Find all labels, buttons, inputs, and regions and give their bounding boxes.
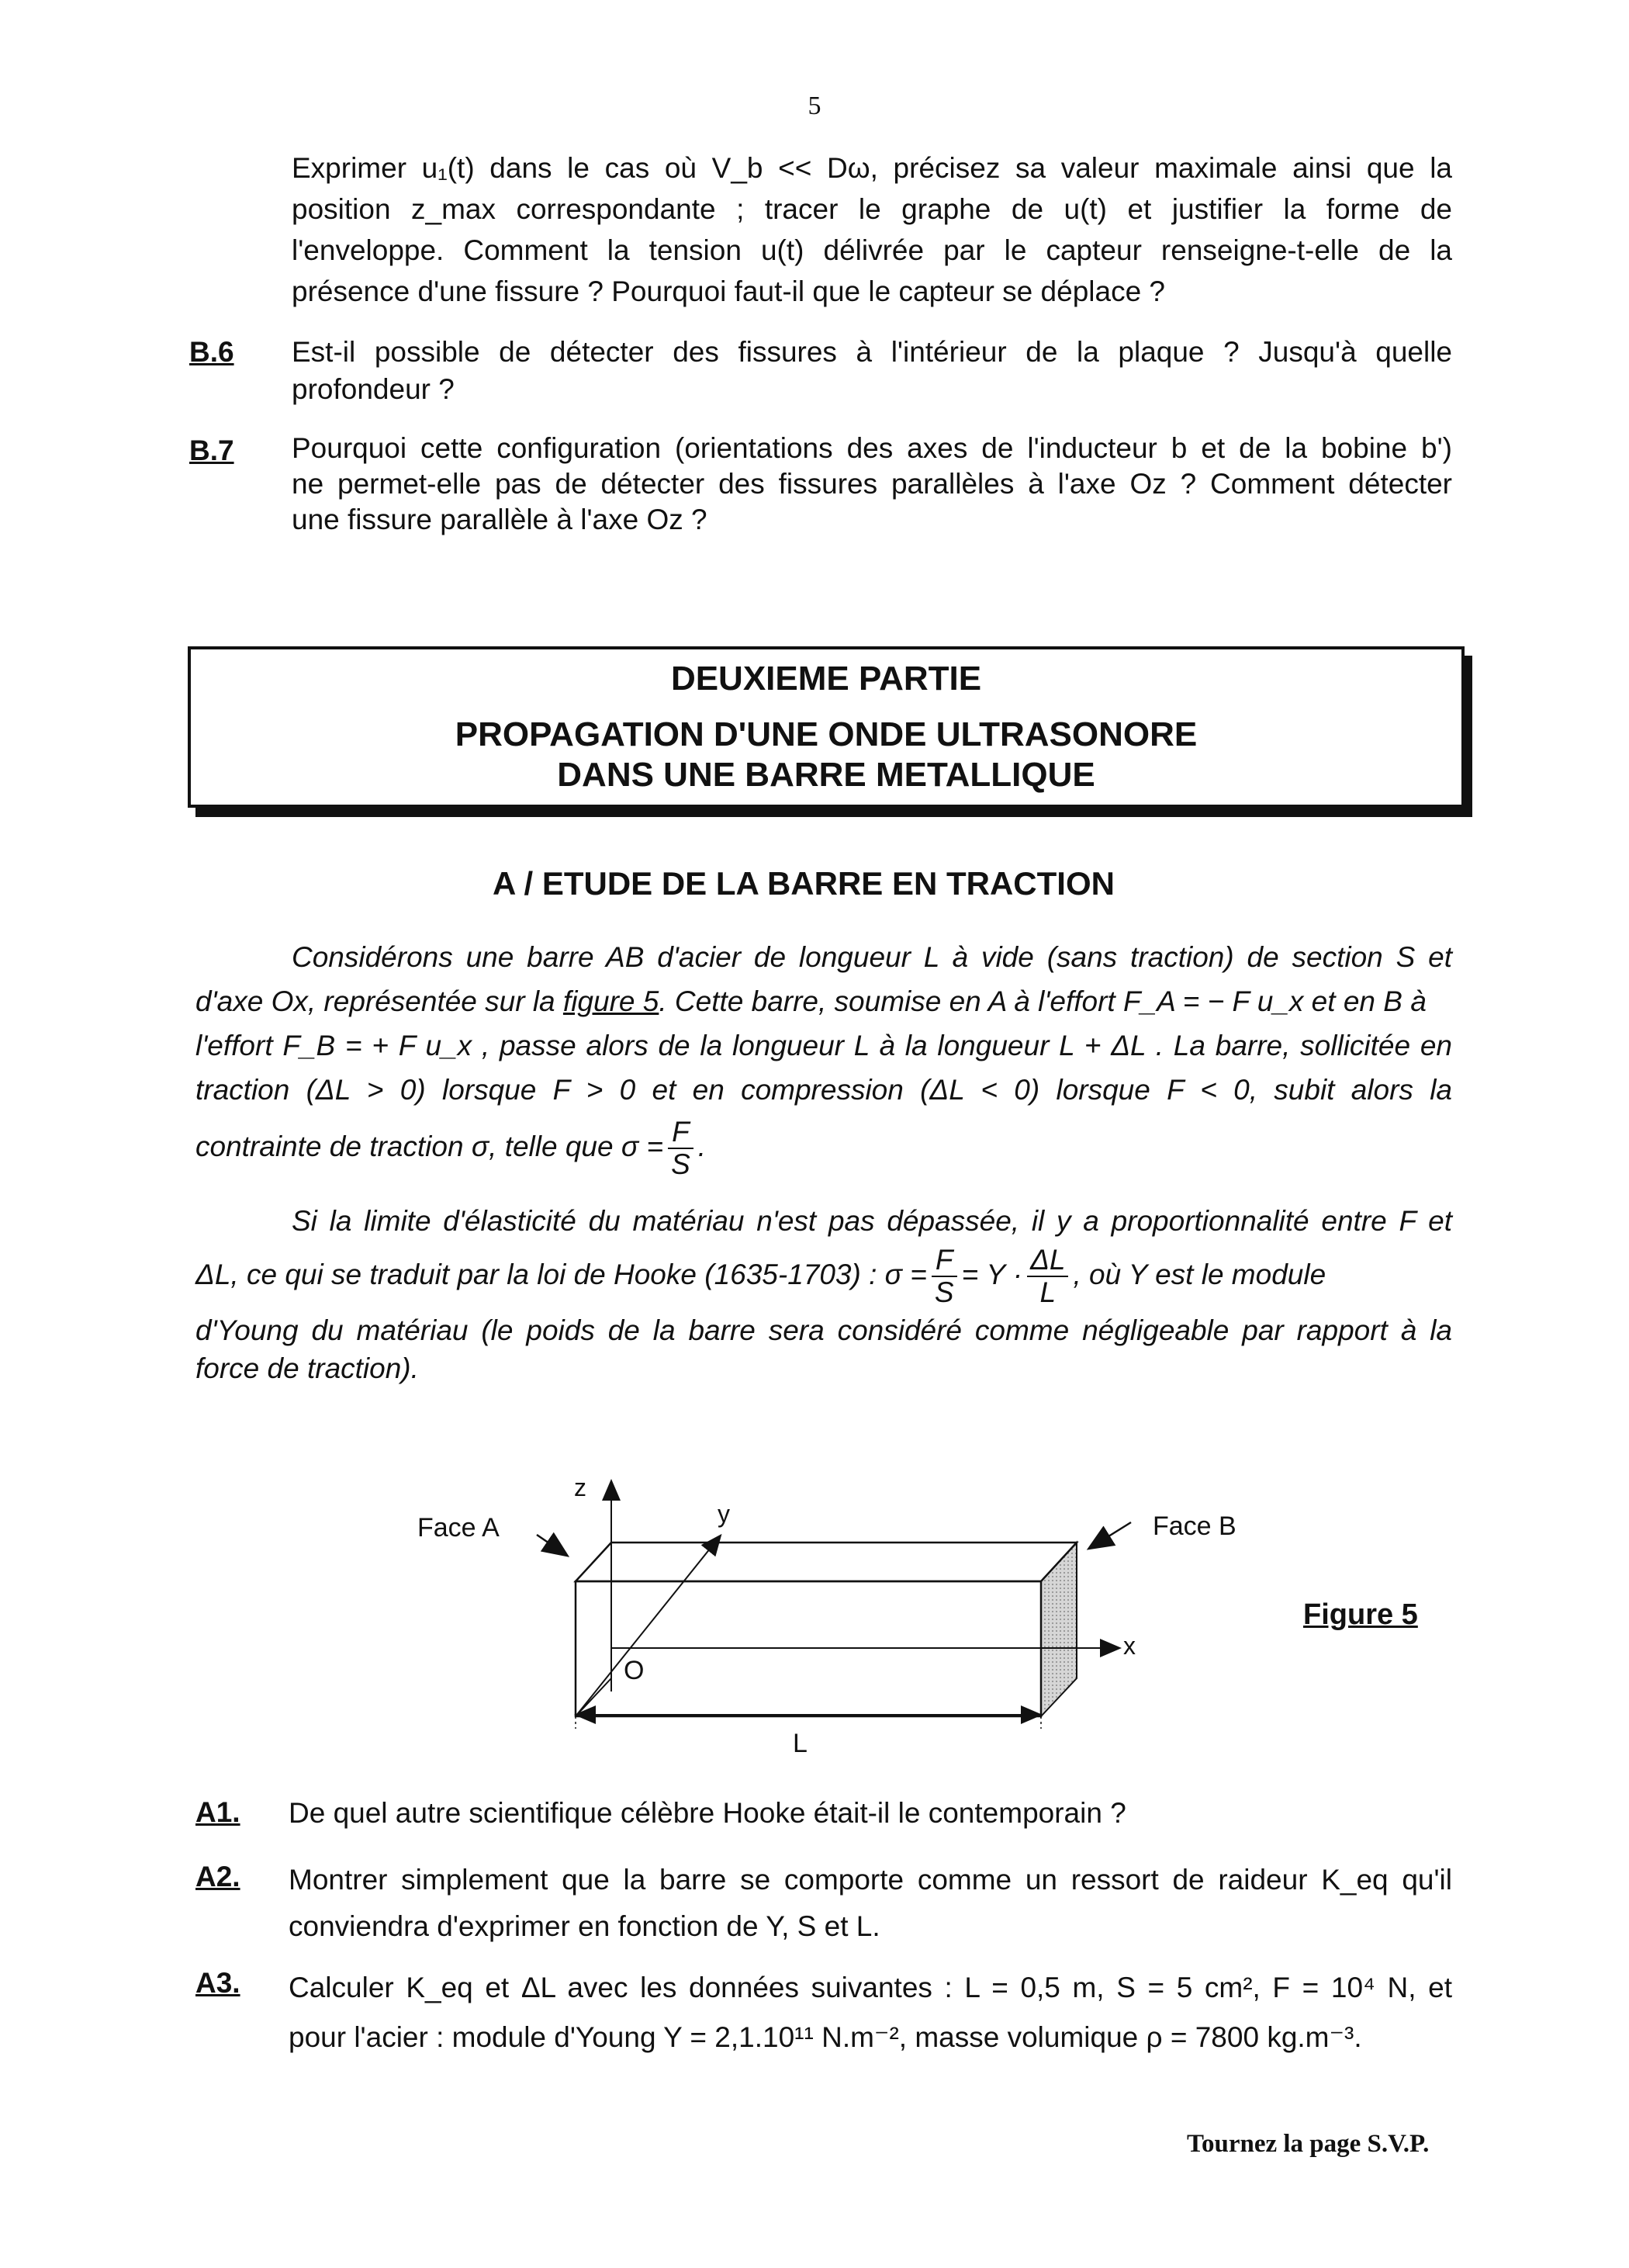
question-a2 xyxy=(289,1857,1452,1950)
figure-5-link[interactable]: figure 5 xyxy=(562,985,659,1017)
intro-line: Exprimer u₁(t) dans le cas où V_b << Dω, précisez sa valeur maximale ainsi que la xyxy=(292,152,1452,184)
p2-line-text: ΔL, ce qui se traduit par la loi de Hooke (1635-1703) : σ = xyxy=(195,1258,927,1290)
section-a-paragraph-2 xyxy=(195,1199,1452,1390)
p2-line-text: = Y · xyxy=(961,1258,1023,1290)
p1-line: traction (ΔL > 0) lorsque F > 0 et en compression (ΔL < 0) lorsque F < 0, subit alors la xyxy=(195,1074,1452,1106)
question-number-a1: A1. xyxy=(195,1796,240,1828)
fraction-f-over-s xyxy=(668,1117,693,1180)
x-axis-label: x xyxy=(1123,1632,1136,1660)
y-axis-label: y xyxy=(718,1500,730,1528)
question-number-a2: A2. xyxy=(195,1861,240,1892)
part-title-box xyxy=(188,646,1465,808)
section-a-paragraph-1 xyxy=(195,935,1452,1180)
z-axis-label: z xyxy=(574,1473,586,1501)
fraction-numerator: ΔL xyxy=(1027,1245,1068,1277)
question-b6 xyxy=(292,334,1452,408)
bar-top-face xyxy=(576,1543,1077,1581)
figure-5-diagram xyxy=(403,1459,1236,1758)
p1-line-text: contrainte de traction σ, telle que σ = xyxy=(195,1130,664,1162)
p2-line-hooke xyxy=(195,1245,1452,1308)
question-number-b7: B.7 xyxy=(189,435,234,466)
intro-line: l'enveloppe. Comment la tension u(t) délivrée par le capteur renseigne-t-elle de la xyxy=(292,234,1452,266)
intro-paragraph xyxy=(292,147,1452,312)
fraction-denominator: S xyxy=(671,1148,690,1180)
fraction-denominator: L xyxy=(1039,1276,1057,1308)
intro-line: position z_max correspondante ; tracer le graphe de u(t) et justifier la forme de xyxy=(292,193,1452,225)
page-footer: Tournez la page S.V.P. xyxy=(1187,2130,1430,2158)
question-b7-line: ne permet-elle pas de détecter des fissures parallèles à l'axe Oz ? Comment détecter xyxy=(292,468,1452,500)
face-b-label: Face B xyxy=(1153,1511,1236,1541)
bar-face-b xyxy=(1041,1543,1077,1716)
question-b7 xyxy=(292,431,1452,538)
p1-line: Considérons une barre AB d'acier de longueur L à vide (sans traction) de section S et xyxy=(292,941,1452,973)
part-label: DEUXIEME PARTIE xyxy=(670,660,982,698)
fraction-numerator: F xyxy=(932,1245,957,1277)
question-b7-line: une fissure parallèle à l'axe Oz ? xyxy=(292,504,707,535)
face-a-label: Face A xyxy=(417,1513,500,1543)
y-axis xyxy=(576,1536,720,1716)
fraction-dl-over-l xyxy=(1027,1245,1068,1308)
intro-line: présence d'une fissure ? Pourquoi faut-il que le capteur se déplace ? xyxy=(292,275,1166,307)
question-a1: De quel autre scientifique célèbre Hooke était-il le contemporain ? xyxy=(289,1797,1126,1829)
p2-line-text: , où Y est le module xyxy=(1073,1258,1326,1290)
part-title-line1: PROPAGATION D'UNE ONDE ULTRASONORE xyxy=(455,715,1198,753)
p1-line-sigma: contrainte de traction σ, telle que σ = $\frac{F}{S}$ . xyxy=(195,1116,707,1180)
question-b6-line: profondeur ? xyxy=(292,373,455,405)
face-a-arrow xyxy=(537,1535,566,1555)
p2-line: Si la limite d'élasticité du matériau n'est pas dépassée, il y a proportionnalité entre F et xyxy=(292,1205,1452,1237)
question-a2-line: conviendra d'exprimer en fonction de Y, S et L. xyxy=(289,1910,880,1942)
p1-line-text: d'axe Ox, représentée sur la xyxy=(195,985,563,1017)
question-number-a3: A3. xyxy=(195,1967,240,1999)
p1-line: l'effort F_B = + F u_x , passe alors de la longueur L à la longueur L + ΔL . La barre, sollicitée en xyxy=(195,1030,1452,1061)
p1-line-text: . Cette barre, soumise en A à l'effort F_A = − F u_x et en B à xyxy=(659,985,1427,1017)
question-a2-line: Montrer simplement que la barre se comporte comme un ressort de raideur K_eq qu'il xyxy=(289,1864,1452,1896)
origin-label: O xyxy=(624,1656,645,1685)
p2-line: force de traction). xyxy=(195,1352,419,1384)
section-heading: A / ETUDE DE LA BARRE EN TRACTION xyxy=(493,865,1115,902)
page-number: 5 xyxy=(808,92,821,120)
part-title-line2: DANS UNE BARRE METALLIQUE xyxy=(557,756,1095,794)
face-b-arrow xyxy=(1090,1522,1131,1548)
question-a3 xyxy=(289,1963,1452,2062)
p1-line xyxy=(195,979,1452,1023)
question-number-b6: B.6 xyxy=(189,336,234,368)
p2-line: d'Young du matériau (le poids de la barre sera considéré comme négligeable par rapport à la xyxy=(195,1314,1452,1346)
figure-caption: Figure 5 xyxy=(1303,1598,1418,1631)
length-label: L xyxy=(793,1729,808,1758)
question-a3-line: Calculer K_eq et ΔL avec les données suivantes : L = 0,5 m, S = 5 cm², F = 10⁴ N, et xyxy=(289,1972,1452,2003)
question-a3-line: pour l'acier : module d'Young Y = 2,1.10¹¹ N.m⁻², masse volumique ρ = 7800 kg.m⁻³. xyxy=(289,2021,1362,2053)
fraction-denominator: S xyxy=(934,1276,954,1308)
question-b7-line: Pourquoi cette configuration (orientations des axes de l'inducteur b et de la bobine b') xyxy=(292,432,1452,464)
fraction-f-over-s xyxy=(932,1245,957,1308)
fraction-numerator: F xyxy=(668,1117,693,1149)
question-b6-line: Est-il possible de détecter des fissures à l'intérieur de la plaque ? Jusqu'à quelle xyxy=(292,336,1452,368)
